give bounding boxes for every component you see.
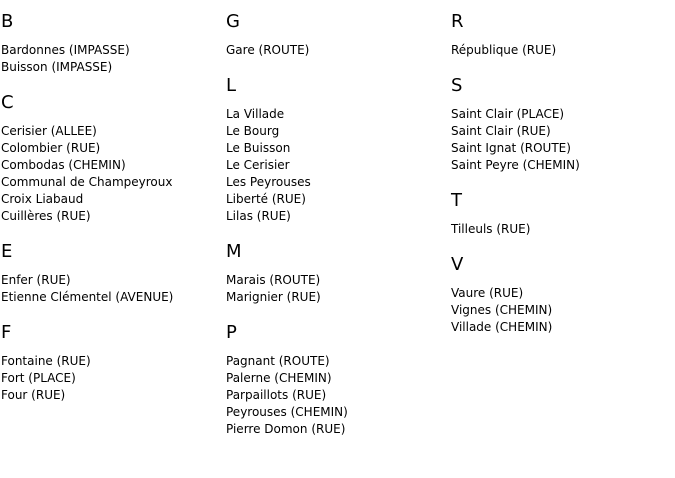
street-link[interactable]: Four (RUE) — [1, 388, 66, 402]
letter-group — [226, 322, 446, 438]
street-link[interactable]: Combodas (CHEMIN) — [1, 158, 126, 172]
letter-group — [1, 322, 221, 404]
street-link[interactable]: Vignes (CHEMIN) — [451, 303, 553, 317]
letter-group — [226, 241, 446, 306]
street-link[interactable]: Cuillères (RUE) — [1, 209, 91, 223]
street-link[interactable]: Villade (CHEMIN) — [451, 320, 553, 334]
street-column — [226, 11, 446, 454]
letter-heading: L — [226, 75, 237, 96]
street-link[interactable]: Marignier (RUE) — [226, 290, 321, 304]
street-link[interactable]: Saint Clair (RUE) — [451, 124, 551, 138]
letter-heading: P — [226, 322, 237, 343]
street-link[interactable]: Fontaine (RUE) — [1, 354, 91, 368]
letter-group — [451, 190, 671, 238]
letter-heading: B — [1, 11, 14, 32]
street-link[interactable]: Saint Clair (PLACE) — [451, 107, 565, 121]
street-list — [226, 272, 446, 306]
letter-group — [451, 75, 671, 174]
street-link[interactable]: Buisson (IMPASSE) — [1, 60, 113, 74]
street-link[interactable]: La Villade — [226, 107, 285, 121]
street-link[interactable]: Les Peyrouses — [226, 175, 311, 189]
street-link[interactable]: Enfer (RUE) — [1, 273, 71, 287]
letter-group — [226, 75, 446, 225]
letter-group — [451, 11, 671, 59]
letter-heading: E — [1, 241, 13, 262]
street-list — [226, 353, 446, 438]
street-list — [226, 42, 446, 59]
street-link[interactable]: Liberté (RUE) — [226, 192, 306, 206]
street-link[interactable]: Saint Peyre (CHEMIN) — [451, 158, 580, 172]
letter-heading: R — [451, 11, 464, 32]
letter-heading: M — [226, 241, 242, 262]
street-list — [1, 42, 221, 76]
street-link[interactable]: Saint Ignat (ROUTE) — [451, 141, 571, 155]
street-link[interactable]: Le Bourg — [226, 124, 280, 138]
street-list — [451, 106, 671, 174]
letter-heading: F — [1, 322, 12, 343]
street-link[interactable]: Pagnant (ROUTE) — [226, 354, 330, 368]
street-link[interactable]: Lilas (RUE) — [226, 209, 291, 223]
street-link[interactable]: Peyrouses (CHEMIN) — [226, 405, 348, 419]
street-list — [451, 221, 671, 238]
street-link[interactable]: Communal de Champeyroux — [1, 175, 173, 189]
street-list — [1, 272, 221, 306]
street-link[interactable]: Palerne (CHEMIN) — [226, 371, 332, 385]
street-link[interactable]: Gare (ROUTE) — [226, 43, 310, 57]
street-column — [451, 11, 671, 352]
letter-heading: V — [451, 254, 464, 275]
street-list — [1, 353, 221, 404]
street-column — [1, 11, 221, 420]
letter-group — [226, 11, 446, 59]
letter-heading: T — [451, 190, 462, 211]
letter-heading: C — [1, 92, 14, 113]
street-link[interactable]: Pierre Domon (RUE) — [226, 422, 346, 436]
street-link[interactable]: Marais (ROUTE) — [226, 273, 321, 287]
letter-heading: G — [226, 11, 240, 32]
street-link[interactable]: République (RUE) — [451, 43, 557, 57]
letter-heading: S — [451, 75, 463, 96]
letter-group — [451, 254, 671, 336]
street-link[interactable]: Cerisier (ALLEE) — [1, 124, 97, 138]
street-list — [451, 285, 671, 336]
letter-group — [1, 241, 221, 306]
street-list — [1, 123, 221, 225]
street-list — [451, 42, 671, 59]
street-link[interactable]: Etienne Clémentel (AVENUE) — [1, 290, 174, 304]
street-link[interactable]: Le Cerisier — [226, 158, 290, 172]
street-link[interactable]: Croix Liabaud — [1, 192, 84, 206]
street-link[interactable]: Fort (PLACE) — [1, 371, 76, 385]
street-link[interactable]: Tilleuls (RUE) — [451, 222, 531, 236]
letter-group — [1, 11, 221, 76]
letter-group — [1, 92, 221, 225]
street-list — [226, 106, 446, 225]
street-link[interactable]: Vaure (RUE) — [451, 286, 524, 300]
street-link[interactable]: Parpaillots (RUE) — [226, 388, 327, 402]
street-link[interactable]: Colombier (RUE) — [1, 141, 101, 155]
street-link[interactable]: Bardonnes (IMPASSE) — [1, 43, 130, 57]
street-link[interactable]: Le Buisson — [226, 141, 291, 155]
